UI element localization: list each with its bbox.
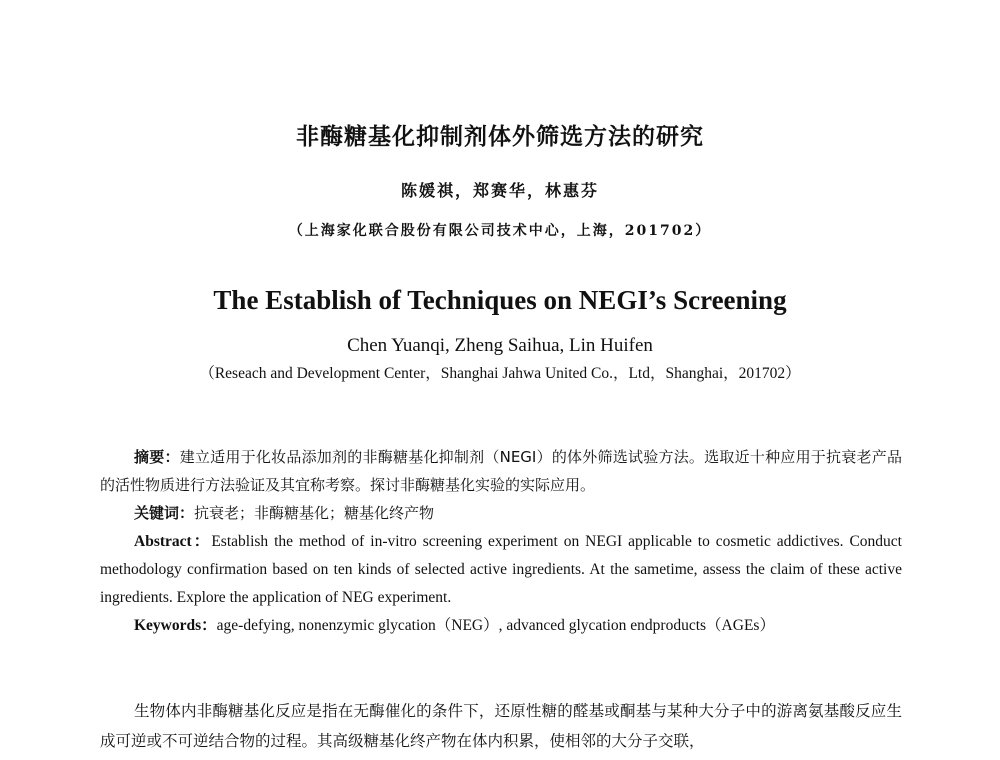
chinese-abstract — [100, 443, 902, 499]
english-abstract-text: Establish the method of in-vitro screening experiment on NEGI applicable to cosmetic addictives. Conduct methodology confirmation based on ten kinds of selected active ingredients. At the sametime, assess the claim of these active ingredients. Explore the application of NEG experiment. — [100, 533, 902, 606]
chinese-abstract-label: 摘要： — [134, 448, 180, 466]
chinese-keywords-label: 关键词： — [134, 504, 195, 522]
english-keywords-label: Keywords： — [134, 617, 217, 634]
english-keywords-text: age-defying, nonenzymic glycation（NEG）, advanced glycation endproducts（AGEs） — [216, 617, 775, 634]
chinese-keywords — [100, 499, 902, 527]
english-abstract-label: Abstract： — [134, 533, 212, 550]
chinese-keywords-text: 抗衰老；非酶糖基化；糖基化终产物 — [194, 504, 435, 522]
chinese-affiliation: （上海家化联合股份有限公司技术中心，上海，201702） — [288, 223, 712, 239]
english-abstract — [100, 528, 902, 612]
english-authors: Chen Yuanqi, Zheng Saihua, Lin Huifen — [347, 335, 653, 356]
english-title: The Establish of Techniques on NEGI’s Screening — [213, 285, 787, 315]
chinese-authors: 陈媛祺，郑赛华，林惠芬 — [400, 181, 599, 200]
english-affiliation: （Reseach and Development Center，Shanghai Jahwa United Co.，Ltd，Shanghai，201702） — [199, 365, 801, 382]
english-keywords — [100, 612, 902, 640]
chinese-abstract-text: 建立适用于化妆品添加剂的非酶糖基化抑制剂（NEGI）的体外筛选试验方法。选取近十种应用于抗衰老产品的活性物质进行方法验证及其宜称考察。探讨非酶糖基化实验的实际应用。 — [100, 448, 902, 494]
body-paragraph: 生物体内非酶糖基化反应是指在无酶催化的条件下，还原性糖的醛基或酮基与某种大分子中的游离氨基酸反应生成可逆或不可逆结合物的过程。其高级糖基化终产物在体内积累，使相邻的大分子交联， — [100, 702, 902, 750]
chinese-title: 非酶糖基化抑制剂体外筛选方法的研究 — [296, 124, 704, 150]
